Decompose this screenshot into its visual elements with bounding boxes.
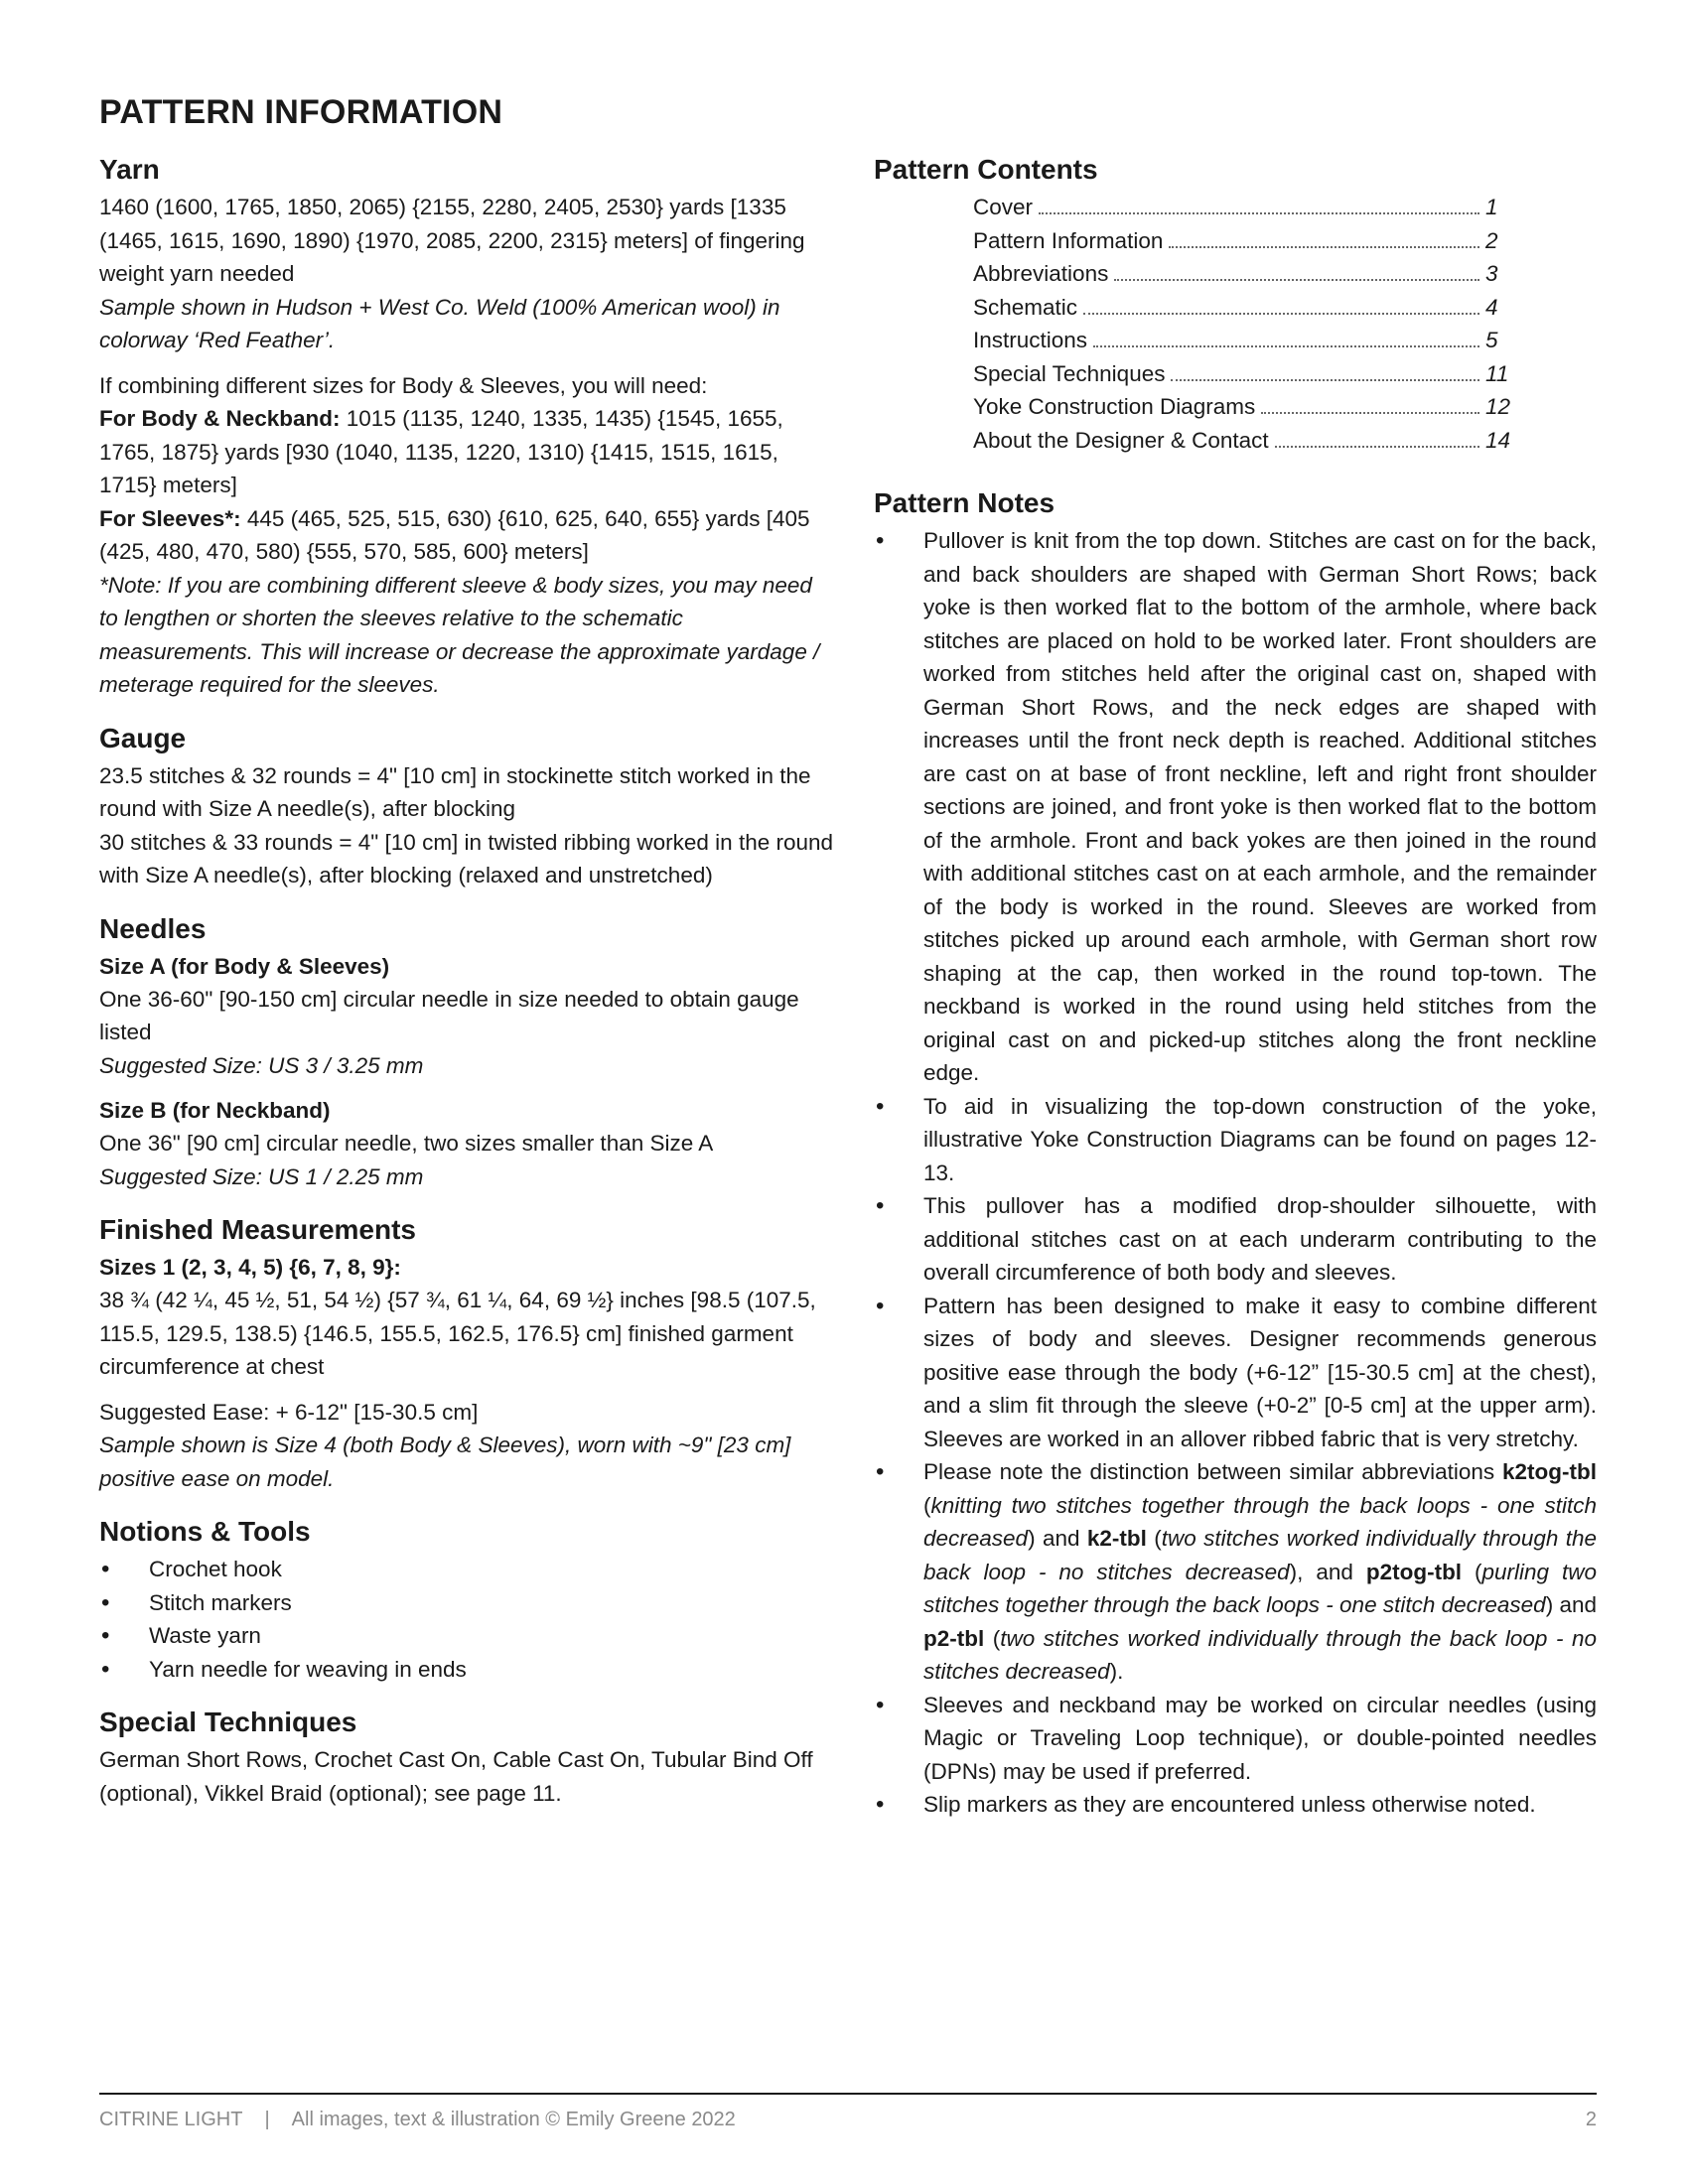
toc-entry[interactable]: Yoke Construction Diagrams 12 [973, 394, 1511, 419]
yarn-amount: 1460 (1600, 1765, 1850, 2065) {2155, 2280, 2405, 2530} yards [1335 (1465, 1615, 1690, 1890) {1970, 2085, 2200, 2315} meters] of fingering weight yarn needed [99, 195, 805, 286]
yarn-sample: Sample shown in Hudson + West Co. Weld (100% American wool) in colorway ‘Red Feather’. [99, 294, 780, 352]
contents-list [973, 191, 1509, 457]
yarn-body-text: 1015 (1135, 1240, 1335, 1435) {1545, 1655, 1765, 1875} yards [930 (1040, 1135, 1220, 1310) {1415, 1515, 1615, 1715} meters] [99, 406, 783, 497]
notions-item: • Crochet hook [99, 1553, 834, 1586]
contents-section [874, 153, 1597, 457]
special-heading: Special Techniques [99, 1706, 357, 1737]
abbr-k2-tbl: k2-tbl [1086, 1526, 1147, 1551]
notes-heading: Pattern Notes [874, 487, 1055, 518]
abbr-k2tog-tbl: k2tog-tbl [1502, 1459, 1597, 1484]
finished-ease: Suggested Ease: + 6-12" [15-30.5 cm] [99, 1399, 479, 1425]
toc-entry[interactable]: Special Techniques 11 [973, 360, 1509, 386]
needle-a-text: One 36-60" [90-150 cm] circular needle in size needed to obtain gauge listed [99, 986, 799, 1044]
finished-sample: Sample shown is Size 4 (both Body & Sleeves), worn with ~9" [23 cm] positive ease on model. [99, 1433, 791, 1491]
needles-section [99, 912, 834, 1194]
notions-item: • Stitch markers [99, 1586, 834, 1620]
toc-entry[interactable]: Schematic 4 [973, 294, 1498, 320]
footer-separator: | [264, 2109, 270, 2130]
finished-sizes-text: 38 ¾ (42 ¼, 45 ½, 51, 54 ½) {57 ¾, 61 ¼, 64, 69 ½} inches [98.5 (107.5, 115.5, 129.5, 138.5) {146.5, 155.5, 162.5, 176.5} cm] finished garment circumference at chest [99, 1288, 816, 1379]
note-item: • Pullover is knit from the top down. Stitches are cast on for the back, and back shoulders are shaped with German Short Rows; back yoke is then worked flat to the bottom of the armhole, where back stitches are placed on hold to be worked later. Front shoulders are worked from stitches held after the original cast on, shaped with German Short Rows, and the neck edges are shaped with increases until the front neck depth is reached. Additional stitches are cast on at base of front neckline, left and right front shoulder sections are joined, and front yoke is then worked flat to the bottom of the armhole. Front and back yokes are then joined in the round with additional stitches cast on at each armhole, and the remainder of the body is worked in the round. Sleeves are worked from stitches picked up around each armhole, with German short row shaping at the cap, then worked in the round top-town. The neckband is worked in the round using held stitches from the original cast on and picked-up stitches along the front neckline edge. [874, 524, 1597, 1090]
finished-measurements-section [99, 1213, 834, 1495]
needles-heading: Needles [99, 912, 207, 944]
abbr-p2-tbl: p2-tbl [923, 1625, 985, 1651]
needle-a-label: Size A (for Body & Sleeves) [99, 953, 390, 979]
note-item: • Sleeves and neckband may be worked on circular needles (using Magic or Traveling Loop technique), or double-pointed needles (DPNs) may be used if preferred. [874, 1689, 1597, 1789]
note-item: • Please note the distinction between similar abbreviations k2tog-tbl (knitting two stitches together through the back loops - one stitch decreased) and k2-tbl (two stitches worked individually through the back loop - no stitches decreased), and p2tog-tbl (purling two stitches together through the back loops - one stitch decreased) and p2-tbl (two stitches worked individually through the back loop - no stitches decreased). [874, 1455, 1597, 1689]
gauge-heading: Gauge [99, 722, 187, 753]
yarn-body-label: For Body & Neckband: [99, 406, 341, 431]
toc-entry[interactable]: Cover 1 [973, 195, 1498, 219]
needle-a-suggested: Suggested Size: US 3 / 3.25 mm [99, 1052, 424, 1078]
special-techniques-section [99, 1706, 834, 1810]
note-item: • This pullover has a modified drop-shoulder silhouette, with additional stitches cast on at each underarm contributing to the overall circumference of both body and sleeves. [874, 1189, 1597, 1290]
notions-section [99, 1515, 834, 1686]
finished-heading: Finished Measurements [99, 1214, 416, 1245]
yarn-combining-intro: If combining different sizes for Body & Sleeves, you will need: [99, 372, 708, 398]
yarn-sleeves-amount [99, 502, 834, 569]
note-item: • To aid in visualizing the top-down construction of the yoke, illustrative Yoke Construction Diagrams can be found on pages 12-13. [874, 1090, 1597, 1190]
notions-item: • Yarn needle for weaving in ends [99, 1653, 834, 1687]
yarn-section [99, 153, 834, 702]
notions-list [99, 1553, 834, 1686]
notions-item: • Waste yarn [99, 1619, 834, 1653]
yarn-heading: Yarn [99, 154, 160, 185]
gauge-line-1: 23.5 stitches & 32 rounds = 4" [10 cm] in stockinette stitch worked in the round with Size A needle(s), after blocking [99, 762, 811, 821]
toc-entry[interactable]: Instructions 5 [973, 328, 1498, 352]
notes-list [874, 524, 1597, 1822]
abbr-p2tog-tbl: p2tog-tbl [1365, 1559, 1463, 1584]
toc-entry[interactable]: Pattern Information 2 [973, 227, 1498, 253]
gauge-section [99, 722, 834, 892]
note-item: • Pattern has been designed to make it easy to combine different sizes of body and sleeves. Designer recommends generous positive ease through the body (+6-12” [15-30.5 cm] at the chest), and a slim fit through the sleeve (+0-2” [0-5 cm] at the upper arm). Sleeves are worked in an allover ribbed fabric that is very stretchy. [874, 1290, 1597, 1456]
toc-entry[interactable]: About the Designer & Contact 14 [973, 427, 1511, 453]
notions-heading: Notions & Tools [99, 1516, 311, 1547]
needle-b-text: One 36" [90 cm] circular needle, two sizes smaller than Size A [99, 1131, 714, 1156]
footer [99, 2109, 1597, 2131]
notes-section [874, 486, 1597, 1822]
needle-b-suggested: Suggested Size: US 1 / 2.25 mm [99, 1163, 424, 1189]
note-item: • Slip markers as they are encountered unless otherwise noted. [874, 1788, 1597, 1822]
finished-sizes-label: Sizes 1 (2, 3, 4, 5) {6, 7, 8, 9}: [99, 1255, 401, 1280]
toc-entry[interactable]: Abbreviations 3 [973, 261, 1498, 286]
left-column [99, 153, 834, 1830]
footer-title: CITRINE LIGHT [99, 2109, 243, 2130]
page-number: 2 [1585, 2109, 1597, 2130]
needle-b-label: Size B (for Neckband) [99, 1098, 331, 1123]
page-title: PATTERN INFORMATION [99, 93, 503, 131]
yarn-note: *Note: If you are combining different sleeve & body sizes, you may need to lengthen or shorten the sleeves relative to the schematic measurements. This will increase or decrease the approximate yardage / meterage required for the sleeves. [99, 572, 820, 697]
contents-heading: Pattern Contents [874, 154, 1098, 185]
footer-copyright: All images, text & illustration © Emily Greene 2022 [291, 2109, 736, 2130]
footer-left [99, 2109, 736, 2131]
yarn-sleeves-label: For Sleeves*: [99, 505, 241, 531]
right-column [874, 153, 1597, 1842]
yarn-sleeves-text: 445 (465, 525, 515, 630) {610, 625, 640, 655} yards [405 (425, 480, 470, 580) {555, 570, 585, 600} meters] [99, 505, 810, 564]
yarn-body-amount [99, 402, 834, 502]
footer-rule [99, 2093, 1597, 2095]
gauge-line-2: 30 stitches & 33 rounds = 4" [10 cm] in twisted ribbing worked in the round with Size A needle(s), after blocking (relaxed and unstretched) [99, 829, 834, 887]
special-text: German Short Rows, Crochet Cast On, Cable Cast On, Tubular Bind Off (optional), Vikkel Braid (optional); see page 11. [99, 1747, 813, 1806]
